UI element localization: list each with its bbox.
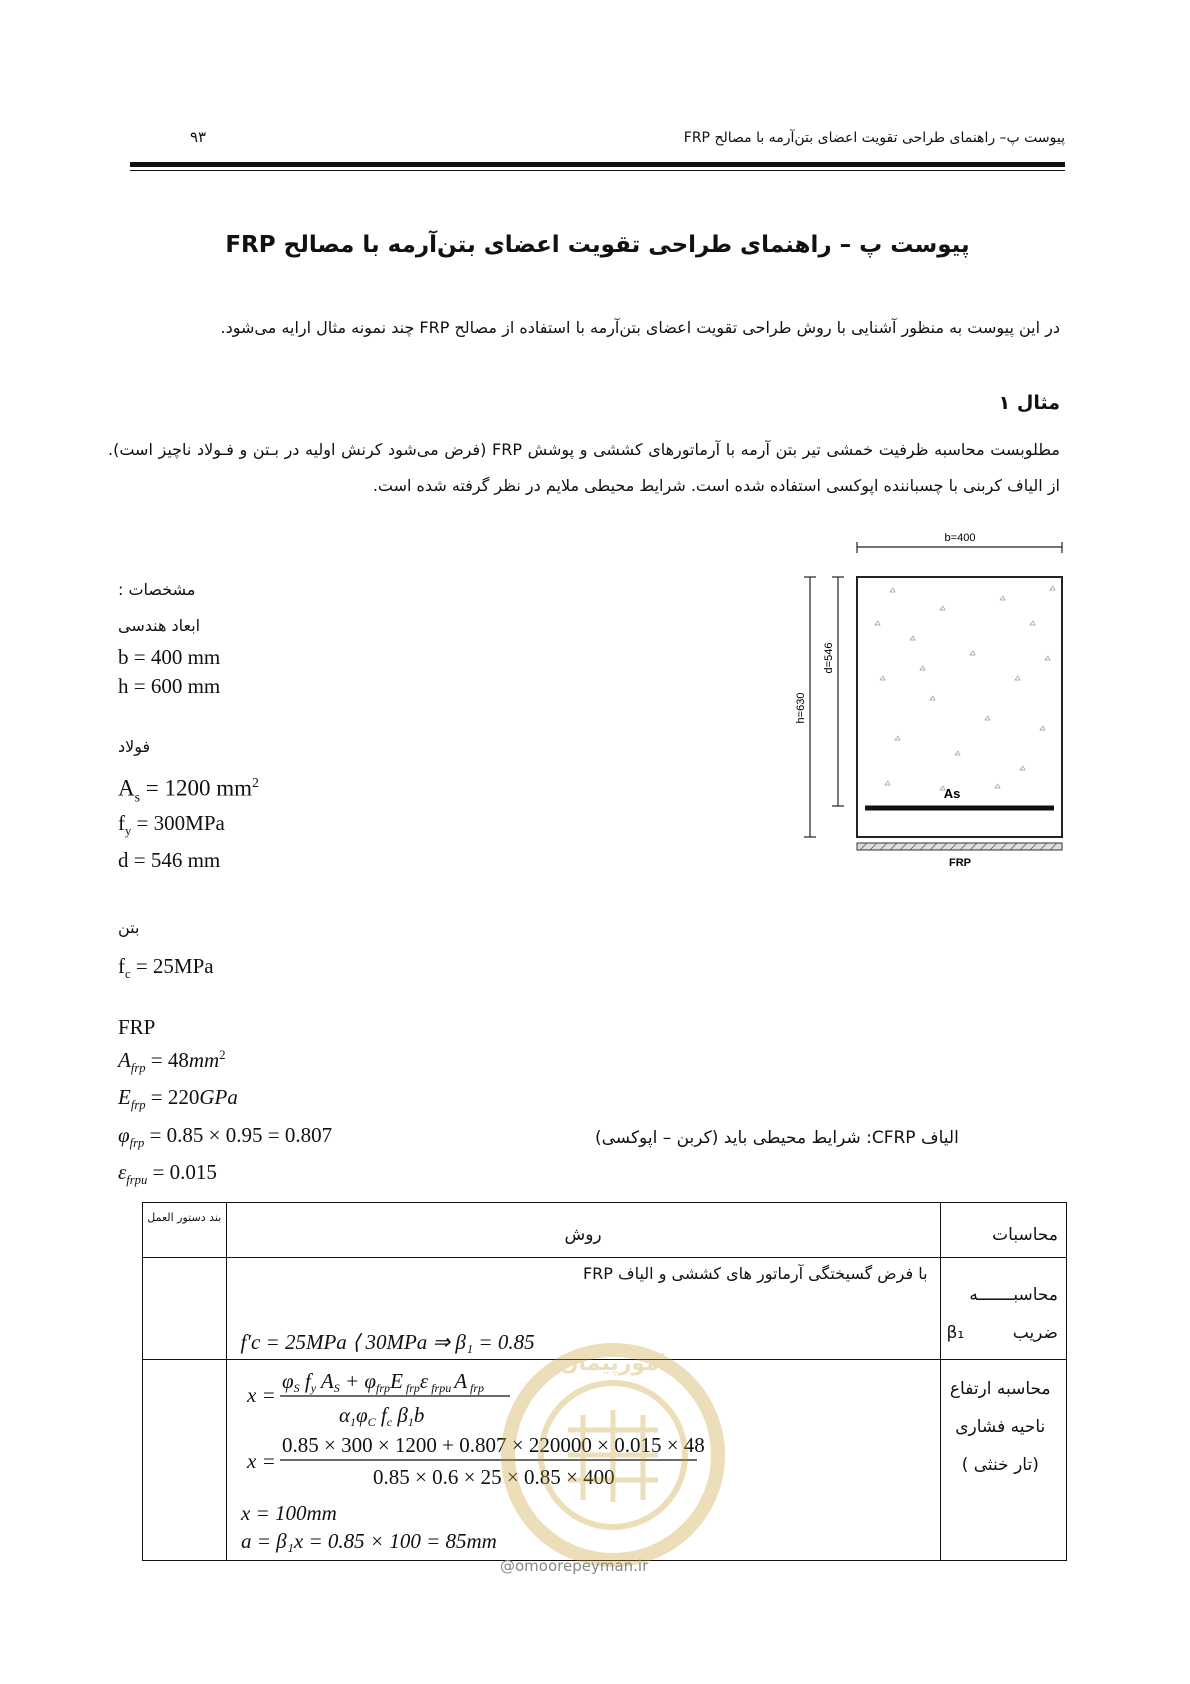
watermark-text: امورپیمان	[559, 1351, 667, 1376]
specs-heading: مشخصات :	[118, 580, 196, 599]
header-rule-thin	[130, 170, 1065, 171]
row1-calc-label: محاسبـــــــه ضریب β₁	[940, 1258, 1066, 1360]
watermark-seal	[488, 1330, 738, 1590]
header-rule-thick	[130, 162, 1065, 167]
geometry-heading: ابعاد هندسی	[118, 616, 201, 635]
row2-calc-label: محاسبه ارتفاع ناحیه فشاری (تار خنثی )	[940, 1360, 1066, 1561]
steel-label: As	[943, 786, 961, 801]
svg-text:x =: x =	[246, 1449, 276, 1473]
aggregate-texture	[875, 586, 1055, 790]
page-title: پیوست پ – راهنمای طراحی تقویت اعضای بتن‌آرمه با مصالح FRP	[225, 232, 970, 258]
row2-numerator: 0.85 × 300 × 1200 + 0.807 × 220000 × 0.015 × 48	[281, 1433, 705, 1457]
spec-Afrp: $A_{frp} = 48mm^2$	[118, 1048, 226, 1076]
spec-eps-frpu: $\varepsilon_{frpu} = 0.015$	[118, 1160, 217, 1188]
example-title: مثال ۱	[998, 392, 1060, 414]
example-description: مطلوبست محاسبه ظرفیت خمشی تیر بتن آرمه با آرماتورهای کششی و پوشش FRP (فرض می‌شود کرنش اولیه در بـتن و فـولاد ناچیز است). از الیاف کربنی با چسباننده اپوکسی استفاده شده است. شرایط محیطی ملایم در نظر گرفته شده است.	[108, 440, 1061, 495]
row2-denominator: 0.85 × 0.6 × 25 × 0.85 × 400	[372, 1465, 615, 1489]
row1-beta-equation: f′c = 25MPa ⟨ 30MPa ⇒ β₁ = 0.85	[240, 1330, 535, 1354]
running-header-title: پیوست پ– راهنمای طراحی تقویت اعضای بتن‌آرمه با مصالح FRP	[683, 130, 1065, 146]
spec-phi-frp: $\varphi_{frp} = 0.85 \times 0.95 = 0.807$	[118, 1123, 333, 1151]
svg-text:x =: x =	[246, 1383, 276, 1407]
spec-fc: $f_c = 25MPa$	[118, 954, 214, 982]
svg-text:α1φC fc β1b: α1φC fc β1b	[338, 1403, 424, 1429]
watermark-url: @omoorepeyman.ir	[500, 1557, 649, 1575]
frp-label: FRP	[949, 857, 971, 869]
header-method: روش	[226, 1203, 940, 1258]
header-calculations: محاسبات	[940, 1203, 1066, 1258]
height-label: h=630	[795, 692, 807, 724]
concrete-heading: بتن	[118, 918, 140, 937]
row2-a-result: a = β₁x = 0.85 × 100 = 85mm	[240, 1529, 497, 1553]
page-number: ۹۳	[190, 128, 207, 146]
spec-b: b = 400 mm	[118, 645, 221, 669]
spec-As: $A_s = 1200$ $mm^2$	[118, 775, 259, 805]
spec-h: h = 600 mm	[118, 674, 221, 698]
spec-fy: $f_y = 300MPa$	[118, 811, 225, 839]
frp-heading: FRP	[118, 1015, 156, 1039]
spec-d: d = 546 mm	[118, 848, 221, 872]
row1-clause	[143, 1258, 227, 1360]
depth-label: d=546	[823, 642, 835, 674]
beam-section-figure	[790, 530, 1070, 880]
row1-assumption: با فرض گسیختگی آرماتور های کششی و الیاف FRP	[582, 1264, 928, 1283]
cfrp-environment-note: الیاف CFRP: شرایط محیطی باید (کربن – اپوکسی)	[595, 1128, 959, 1148]
spec-Efrp: $E_{frp} = 220GPa$	[118, 1085, 238, 1113]
width-label: b=400	[944, 532, 976, 544]
steel-heading: فولاد	[118, 737, 151, 756]
row2-clause	[143, 1360, 227, 1561]
svg-text:φS fy AS + φfrpE frpε frpu A f: φS fy AS + φfrpE frpε frpu A frp	[281, 1369, 484, 1395]
header-clause: بند دستور العمل	[143, 1203, 227, 1258]
intro-paragraph: در این پیوست به منظور آشنایی با روش طراحی تقویت اعضای بتن‌آرمه با استفاده از مصالح FRP چند نمونه مثال ارایه می‌شود.	[220, 318, 1060, 337]
row2-x-result: x = 100mm	[240, 1501, 337, 1525]
